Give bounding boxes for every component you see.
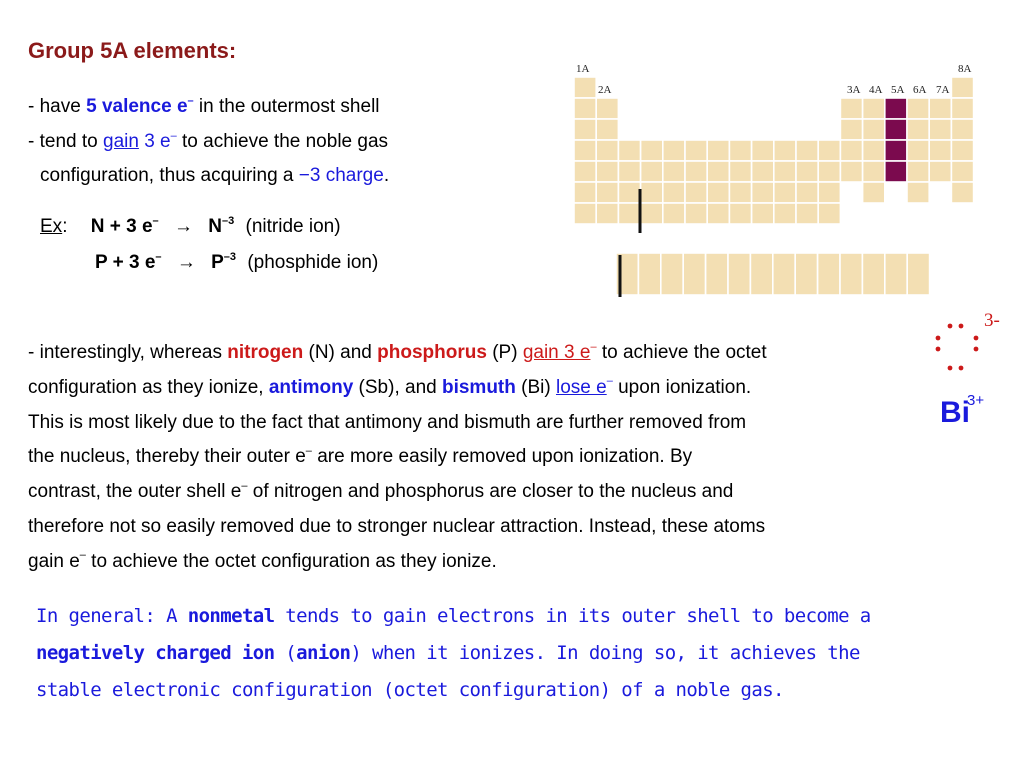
f-block-cell	[818, 253, 840, 295]
element-cell	[951, 140, 973, 161]
element-cell	[618, 140, 640, 161]
bullet-gain	[28, 130, 388, 154]
element-cell	[641, 161, 663, 182]
element-cell	[707, 182, 729, 203]
element-cell	[574, 98, 596, 119]
element-cell	[729, 140, 751, 161]
phosphorus-term: phosphorus	[377, 342, 487, 363]
gain-word: gain	[103, 131, 139, 152]
element-cell	[729, 161, 751, 182]
valence-highlight: 5 valence e	[86, 96, 188, 117]
element-cell	[752, 161, 774, 182]
equation-left: P + 3 e	[95, 252, 156, 273]
text: (P)	[486, 342, 523, 363]
element-cell	[951, 119, 973, 140]
element-cell	[574, 161, 596, 182]
element-cell	[707, 161, 729, 182]
group-labels	[576, 63, 972, 96]
element-cell	[685, 182, 707, 203]
electron-sup: –	[305, 445, 312, 458]
bismuth-term: bismuth	[441, 376, 516, 398]
element-cell	[863, 182, 885, 203]
label-3a: 3A	[847, 84, 861, 96]
text: to achieve the octet configuration as they ionize.	[85, 550, 497, 572]
text: upon ionization.	[612, 376, 752, 398]
f-block-cell	[683, 253, 705, 295]
element-cell	[729, 182, 751, 203]
equation-product: N	[208, 216, 222, 237]
text: are more easily removed upon ionization. By	[311, 446, 693, 468]
element-cell	[863, 161, 885, 182]
element-cell	[951, 77, 973, 98]
negative-ion-term: negatively charged ion	[36, 642, 275, 664]
label-8a: 8A	[958, 63, 972, 75]
bullet-text: in the outermost shell	[193, 96, 380, 117]
text: gain e	[28, 550, 80, 572]
element-cell	[840, 98, 862, 119]
antimony-term: antimony	[268, 376, 354, 398]
example-label: Ex	[40, 216, 63, 237]
bismuth-charge: 3+	[967, 392, 985, 409]
anion-term: anion	[296, 642, 351, 664]
element-cell	[596, 140, 618, 161]
text: configuration as they ionize,	[28, 376, 269, 398]
label-2a: 2A	[598, 84, 612, 96]
element-cell	[596, 203, 618, 224]
example-nitride	[40, 215, 341, 239]
element-cell	[663, 161, 685, 182]
bullet-text: - have	[28, 96, 87, 117]
f-block-cell	[795, 253, 817, 295]
element-cell	[840, 140, 862, 161]
f-block-cell	[907, 253, 929, 295]
element-cell	[907, 140, 929, 161]
charge-highlight: −3 charge	[298, 165, 384, 186]
text: to achieve the octet	[596, 342, 767, 363]
element-cell	[685, 161, 707, 182]
gain-term: gain 3 e	[522, 342, 591, 363]
f-block-cell	[706, 253, 728, 295]
nonmetal-term: nonmetal	[187, 605, 275, 627]
paragraph-line	[28, 371, 978, 406]
element-cell	[596, 119, 618, 140]
paragraph-line: This is most likely due to the fact that antimony and bismuth are further removed from	[28, 411, 747, 433]
page-title: Group 5A elements:	[28, 38, 237, 63]
element-cell	[907, 161, 929, 182]
element-cell	[796, 140, 818, 161]
element-cell	[752, 140, 774, 161]
charge-sup: –3	[223, 250, 237, 263]
element-cell	[707, 140, 729, 161]
element-cell	[729, 203, 751, 224]
label-4a: 4A	[869, 84, 883, 96]
element-cell	[951, 161, 973, 182]
text: (N) and	[303, 342, 378, 363]
element-cell	[907, 119, 929, 140]
paragraph-line	[28, 336, 978, 371]
text: the nucleus, thereby their outer e	[28, 446, 306, 468]
element-cell	[641, 203, 663, 224]
bismuth-symbol: Bi	[940, 396, 970, 429]
electron-sup: –	[187, 94, 194, 107]
element-cell	[818, 161, 840, 182]
equation-product: P	[211, 252, 224, 273]
label-1a: 1A	[576, 63, 590, 75]
group-5a-cell	[885, 140, 907, 161]
element-cell	[618, 161, 640, 182]
element-cell	[596, 161, 618, 182]
f-block-cell	[862, 253, 884, 295]
summary-line: stable electronic configuration (octet configuration) of a noble gas.	[36, 679, 784, 701]
f-block-cell	[638, 253, 660, 295]
paragraph-line	[28, 545, 978, 580]
element-cell	[596, 98, 618, 119]
element-cell	[641, 140, 663, 161]
element-cell	[840, 161, 862, 182]
element-cell	[907, 98, 929, 119]
element-cell	[929, 98, 951, 119]
electron-sup: –	[606, 375, 613, 388]
text: ) when it ionizes. In doing so, it achieves the	[350, 642, 860, 664]
general-summary	[36, 598, 996, 709]
element-cell	[840, 119, 862, 140]
text: (Bi)	[515, 376, 556, 398]
element-cell	[929, 161, 951, 182]
text: contrast, the outer shell e	[28, 481, 242, 503]
element-cell	[951, 182, 973, 203]
element-cell	[796, 203, 818, 224]
element-cell	[618, 182, 640, 203]
element-cell	[574, 182, 596, 203]
element-cell	[863, 98, 885, 119]
example-phosphide	[95, 251, 378, 275]
gain-amount: 3 e	[138, 131, 171, 152]
electron-sup: –	[170, 129, 177, 142]
element-cell	[796, 161, 818, 182]
summary-line	[36, 598, 996, 635]
ion-name: (nitride ion)	[245, 216, 341, 237]
label-5a: 5A	[891, 84, 905, 96]
element-cell	[752, 203, 774, 224]
element-cell	[618, 203, 640, 224]
f-block-cell	[773, 253, 795, 295]
explanation-paragraph	[28, 336, 978, 580]
bullet-charge	[40, 164, 389, 188]
element-cell	[596, 182, 618, 203]
charge-3minus: 3-	[984, 310, 1000, 331]
electron-sup: –	[590, 340, 597, 353]
element-cell	[752, 182, 774, 203]
label-7a: 7A	[936, 84, 950, 96]
bullet-text: - tend to	[28, 131, 103, 152]
element-cell	[574, 77, 596, 98]
paragraph-line	[28, 475, 978, 510]
group-5a-cell	[885, 98, 907, 119]
element-cell	[796, 182, 818, 203]
element-cell	[707, 203, 729, 224]
text: of nitrogen and phosphorus are closer to the nucleus and	[247, 481, 734, 503]
equation-left: N + 3 e	[90, 216, 153, 237]
element-cell	[641, 182, 663, 203]
element-cell	[574, 119, 596, 140]
text: In general: A	[36, 605, 188, 627]
element-cell	[951, 98, 973, 119]
element-cell	[818, 203, 840, 224]
paragraph-line	[28, 440, 978, 475]
charge-sup: –3	[221, 214, 235, 227]
periodic-table	[560, 55, 990, 305]
ion-name: (phosphide ion)	[247, 252, 379, 273]
element-cell	[685, 140, 707, 161]
text: tends to gain electrons in its outer shell to become a	[274, 605, 871, 627]
table-cells	[574, 77, 974, 295]
label-6a: 6A	[913, 84, 927, 96]
f-block-cell	[840, 253, 862, 295]
text: (Sb), and	[353, 376, 442, 398]
arrow-icon: →	[176, 252, 196, 273]
example-colon: :	[62, 216, 68, 237]
element-cell	[863, 119, 885, 140]
element-cell	[574, 203, 596, 224]
group-5a-cell	[885, 119, 907, 140]
group-5a-cell	[885, 161, 907, 182]
lose-term: lose e	[555, 376, 607, 398]
electron-sup: –	[241, 479, 248, 492]
element-cell	[663, 182, 685, 203]
electron-sup: –	[155, 250, 162, 263]
f-block-cell	[661, 253, 683, 295]
element-cell	[663, 140, 685, 161]
bullet-text: .	[383, 165, 390, 186]
bullet-text: to achieve the noble gas	[176, 131, 389, 152]
arrow-icon: →	[173, 216, 193, 237]
element-cell	[929, 119, 951, 140]
element-cell	[774, 182, 796, 203]
element-cell	[818, 140, 840, 161]
element-cell	[685, 203, 707, 224]
element-cell	[774, 161, 796, 182]
electron-sup: –	[152, 214, 159, 227]
element-cell	[774, 140, 796, 161]
summary-line	[36, 635, 996, 672]
element-cell	[929, 140, 951, 161]
element-cell	[774, 203, 796, 224]
nitrogen-term: nitrogen	[227, 342, 304, 363]
text: - interestingly, whereas	[28, 342, 228, 363]
bullet-text: configuration, thus acquiring a	[40, 165, 299, 186]
f-block-cell	[885, 253, 907, 295]
text: (	[274, 642, 297, 664]
paragraph-line: therefore not so easily removed due to stronger nuclear attraction. Instead, these atoms	[28, 515, 766, 537]
element-cell	[663, 203, 685, 224]
element-cell	[818, 182, 840, 203]
f-block-cell	[728, 253, 750, 295]
bullet-valence	[28, 95, 380, 119]
element-cell	[907, 182, 929, 203]
f-block-cell	[750, 253, 772, 295]
element-cell	[863, 140, 885, 161]
electron-sup: –	[79, 549, 86, 562]
element-cell	[574, 140, 596, 161]
